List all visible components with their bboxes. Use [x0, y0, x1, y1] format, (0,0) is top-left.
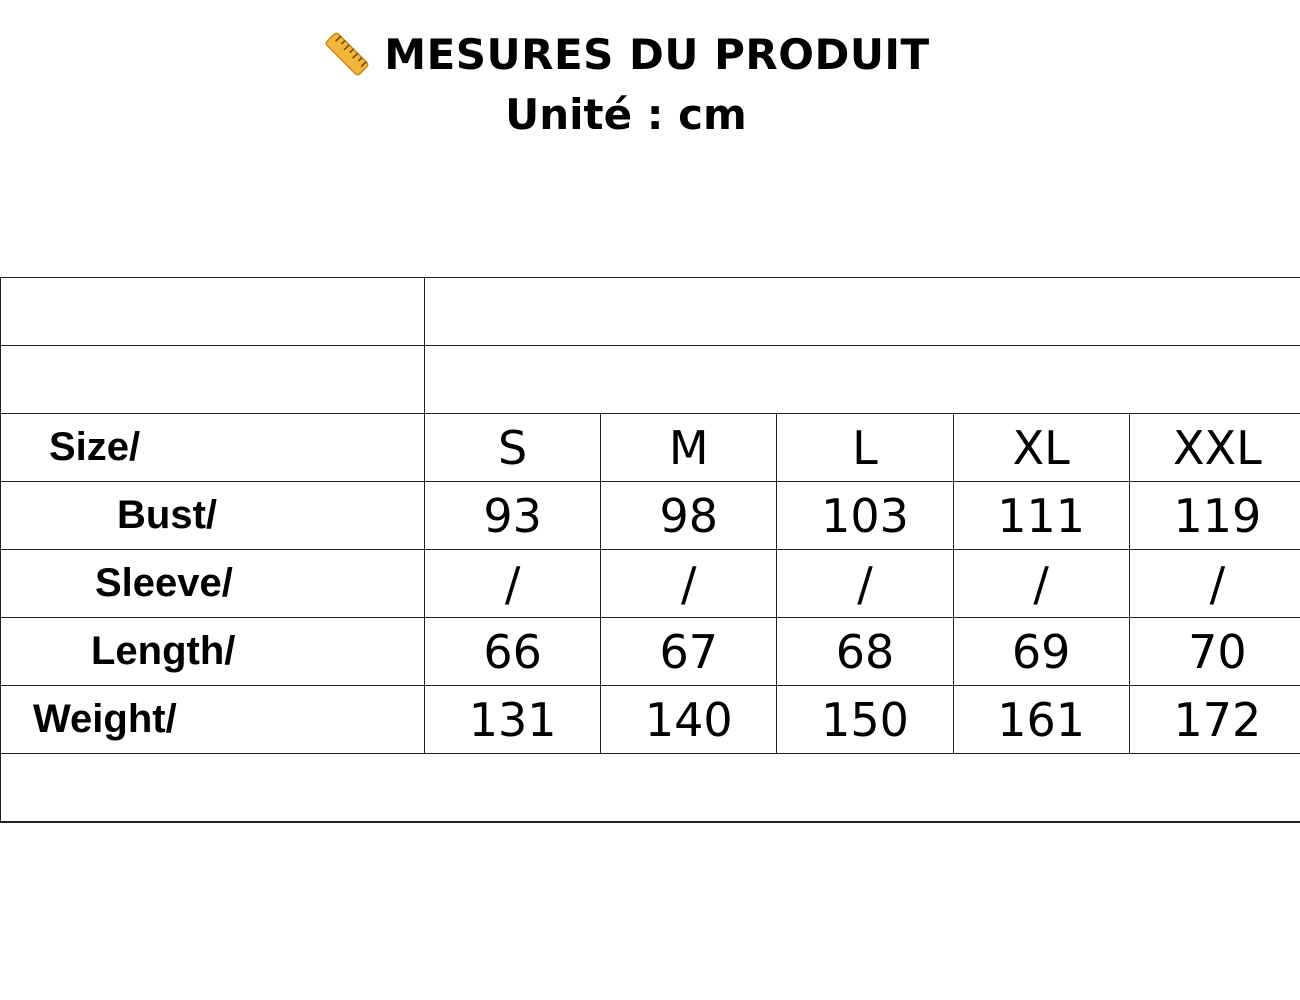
size-header-xl: XL — [953, 414, 1129, 482]
weight-l: 150 — [777, 686, 953, 754]
size-header-xxl: XXL — [1129, 414, 1300, 482]
empty-cell — [1, 278, 425, 346]
table-row-weight — [1, 686, 1300, 754]
bust-s: 93 — [425, 482, 601, 550]
row-label-length: Length/ — [1, 618, 425, 686]
size-header-s: S — [425, 414, 601, 482]
bust-m: 98 — [601, 482, 777, 550]
bust-l: 103 — [777, 482, 953, 550]
unit-label: Unité : cm — [505, 90, 747, 139]
empty-cell — [425, 346, 1300, 414]
bust-xxl: 119 — [1129, 482, 1300, 550]
empty-cell — [1, 754, 1300, 823]
length-xl: 69 — [953, 618, 1129, 686]
ruler-icon — [322, 29, 372, 79]
empty-cell — [425, 278, 1300, 346]
page-title: MESURES DU PRODUIT — [384, 29, 930, 79]
table-row-size — [1, 414, 1300, 482]
title-line — [0, 22, 1252, 86]
bust-xl: 111 — [953, 482, 1129, 550]
table-row-empty-3 — [1, 754, 1300, 823]
row-label-bust: Bust/ — [1, 482, 425, 550]
length-l: 68 — [777, 618, 953, 686]
length-s: 66 — [425, 618, 601, 686]
length-xxl: 70 — [1129, 618, 1300, 686]
weight-s: 131 — [425, 686, 601, 754]
sleeve-xl: / — [953, 550, 1129, 618]
weight-xxl: 172 — [1129, 686, 1300, 754]
empty-cell — [1, 346, 425, 414]
row-label-size: Size/ — [1, 414, 425, 482]
table-row-empty-1 — [1, 278, 1300, 346]
row-label-sleeve: Sleeve/ — [1, 550, 425, 618]
header — [0, 22, 1252, 139]
size-table — [0, 277, 1300, 823]
weight-m: 140 — [601, 686, 777, 754]
sleeve-xxl: / — [1129, 550, 1300, 618]
table-row-bust — [1, 482, 1300, 550]
length-m: 67 — [601, 618, 777, 686]
table-row-length — [1, 618, 1300, 686]
row-label-weight: Weight/ — [1, 686, 425, 754]
sleeve-m: / — [601, 550, 777, 618]
table-row-empty-2 — [1, 346, 1300, 414]
weight-xl: 161 — [953, 686, 1129, 754]
size-header-m: M — [601, 414, 777, 482]
table-row-sleeve — [1, 550, 1300, 618]
sleeve-s: / — [425, 550, 601, 618]
size-header-l: L — [777, 414, 953, 482]
sleeve-l: / — [777, 550, 953, 618]
